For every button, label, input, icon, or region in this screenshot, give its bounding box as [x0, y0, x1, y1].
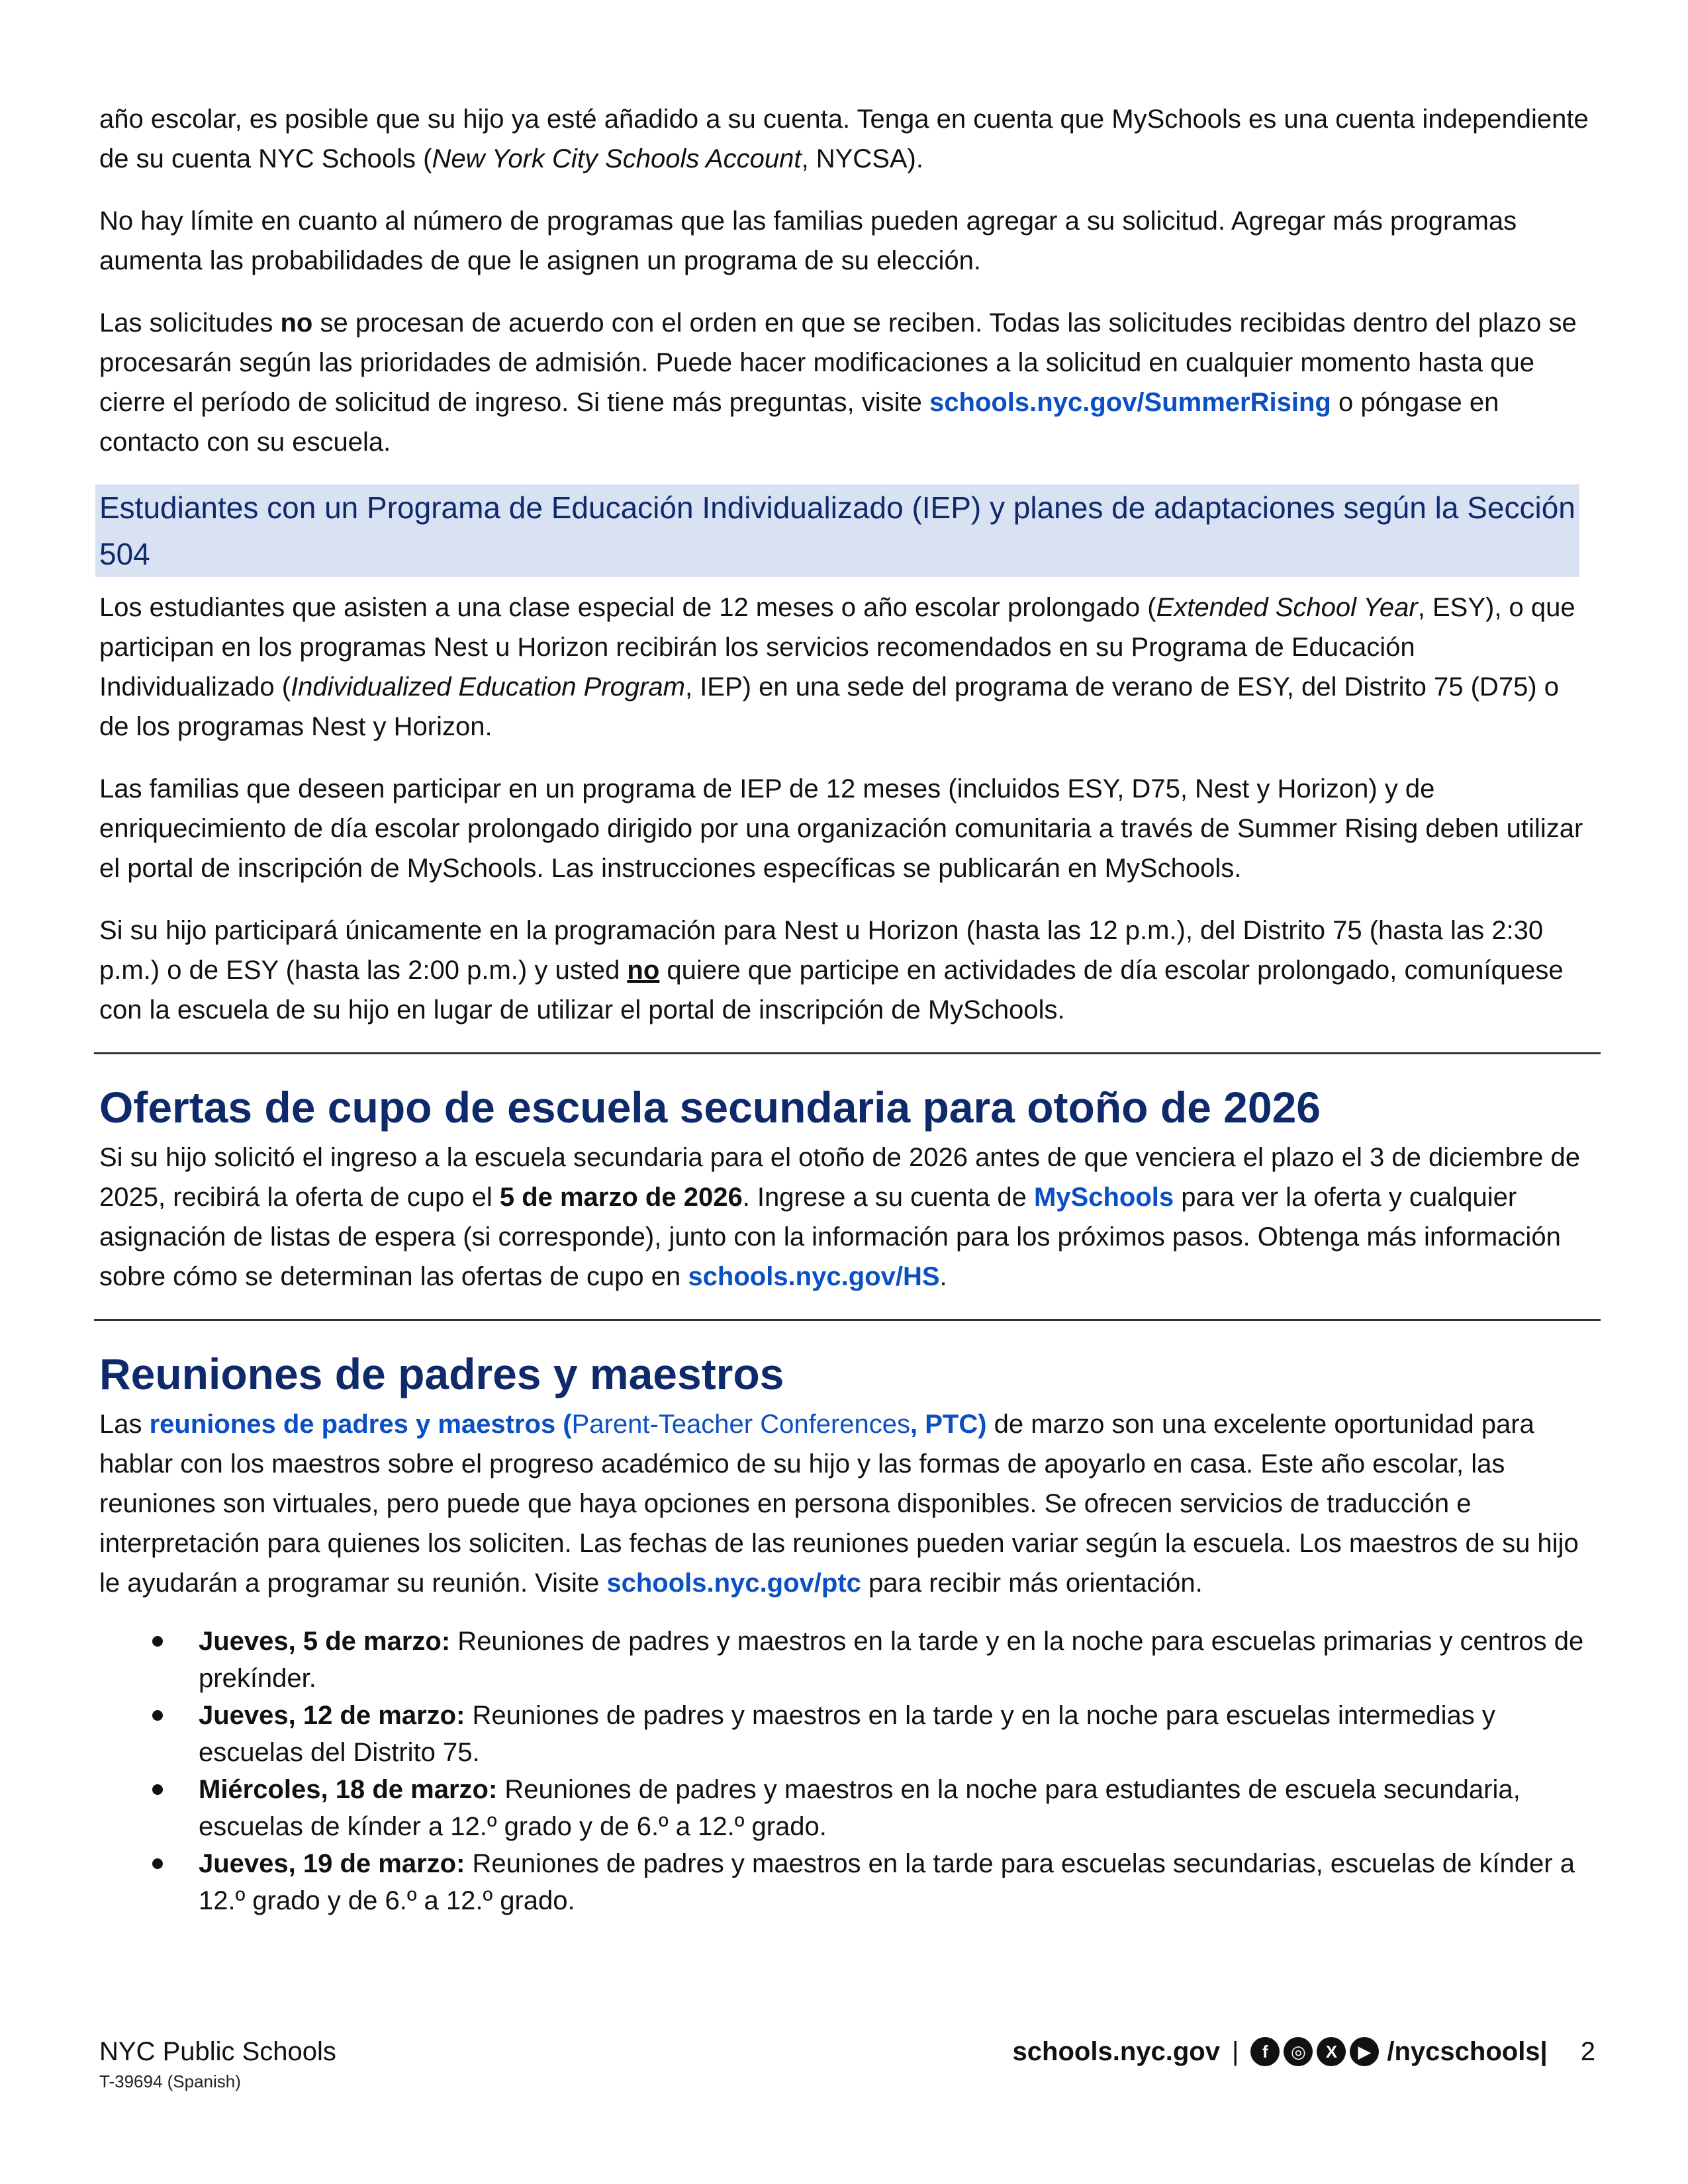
page-number: 2 [1580, 2037, 1595, 2066]
footer-site-link[interactable]: schools.nyc.gov [1012, 2037, 1220, 2066]
iep-paragraph-2: Las familias que deseen participar en un programa de IEP de 12 meses (incluidos ESY, D75, Nest y Horizon) y de enriquecimiento de día escolar prolongado dirigido por una organización comunitaria a través de Summer Rising deben utilizar el portal de inscripción de MySchools. Las instrucciones específicas se publicarán en MySchools. [99, 774, 1583, 883]
myschools-link[interactable]: MySchools [1033, 1183, 1174, 1212]
hs-offers-paragraph: Si su hijo solicitó el ingreso a la escuela secundaria para el otoño de 2026 antes de que venciera el plazo el 3 de diciembre de 2025, recibirá la oferta de cupo el 5 de marzo de 2026. Ingrese a su cuenta de MySchools para ver la oferta y cualquier asignación de listas de espera (si corresponde), junto con la información para los próximos pasos. Obtenga más información sobre cómo se determinan las ofertas de cupo en schools.nyc.gov/HS. [99, 1143, 1580, 1291]
social-handle: /nycschools| [1387, 2037, 1548, 2066]
footer-doc-code: T-39694 (Spanish) [99, 2071, 241, 2091]
ptc-paragraph: Las reuniones de padres y maestros (Parent-Teacher Conferences, PTC) de marzo son una excelente oportunidad para hablar con los maestros sobre el progreso académico de su hijo y las formas de apoyarlo en casa. Este año escolar, las reuniones son virtuales, pero puede que haya opciones en persona disponibles. Se ofrecen servicios de traducción e interpretación para quienes los soliciten. Las fechas de las reuniones pueden variar según la escuela. Los maestros de su hijo le ayudarán a programar su reunión. Visite schools.nyc.gov/ptc para recibir más orientación. [99, 1410, 1579, 1598]
bullet-icon [152, 1636, 163, 1647]
footer-left [99, 2035, 336, 2095]
instagram-icon[interactable]: ◎ [1284, 2037, 1313, 2066]
footer-right [1013, 2035, 1595, 2068]
summer-rising-link[interactable]: schools.nyc.gov/SummerRising [929, 388, 1331, 417]
iep-paragraph-3: Si su hijo participará únicamente en la programación para Nest u Horizon (hasta las 12 p.m.), del Distrito 75 (hasta las 2:30 p.m.) o de ESY (hasta las 2:00 p.m.) y usted no quiere que participe en actividades de día escolar prolongado, comuníquese con la escuela de su hijo en lugar de utilizar el portal de inscripción de MySchools. [99, 916, 1564, 1024]
ptc-heading: Reuniones de padres y maestros [99, 1349, 784, 1398]
footer-separator: | [1231, 2037, 1239, 2066]
intro-paragraph-1: año escolar, es posible que su hijo ya esté añadido a su cuenta. Tenga en cuenta que MySchools es una cuenta independiente de su cuenta NYC Schools (New York City Schools Account, NYCSA). [99, 105, 1589, 173]
bullet-icon [152, 1784, 163, 1795]
list-item: Jueves, 12 de marzo: Reuniones de padres y maestros en la tarde y en la noche para escuelas intermedias y escuelas del Distrito 75. [99, 1697, 1595, 1771]
bullet-icon [152, 1710, 163, 1721]
intro-paragraph-3: Las solicitudes no se procesan de acuerdo con el orden en que se reciben. Todas las solicitudes recibidas dentro del plazo se procesarán según las prioridades de admisión. Puede hacer modificaciones a la solicitud en cualquier momento hasta que cierre el período de solicitud de ingreso. Si tiene más preguntas, visite schools.nyc.gov/SummerRising o póngase en contacto con su escuela. [99, 308, 1577, 457]
ptc-dates-list [99, 1623, 1595, 1919]
facebook-icon[interactable]: f [1250, 2037, 1280, 2066]
section-divider-2 [94, 1319, 1601, 1321]
hs-link[interactable]: schools.nyc.gov/HS [688, 1262, 940, 1291]
iep-paragraph-1: Los estudiantes que asisten a una clase especial de 12 meses o año escolar prolongado (Extended School Year, ESY), o que participan en los programas Nest u Horizon recibirán los servicios recomendados en su Programa de Educación Individualizado (Individualized Education Program, IEP) en una sede del programa de verano de ESY, del Distrito 75 (D75) o de los programas Nest y Horizon. [99, 593, 1575, 741]
list-item: Jueves, 19 de marzo: Reuniones de padres y maestros en la tarde para escuelas secundarias, escuelas de kínder a 12.º grado y de 6.º a 12.º grado. [99, 1845, 1595, 1919]
section-divider-1 [94, 1052, 1601, 1054]
page-footer [99, 2035, 1595, 2101]
youtube-icon[interactable]: ▶ [1350, 2037, 1379, 2066]
ptc-link[interactable]: schools.nyc.gov/ptc [606, 1569, 861, 1598]
list-item: Miércoles, 18 de marzo: Reuniones de padres y maestros en la noche para estudiantes de escuela secundaria, escuelas de kínder a 12.º grado y de 6.º a 12.º grado. [99, 1771, 1595, 1845]
intro-paragraph-2: No hay límite en cuanto al número de programas que las familias pueden agregar a su solicitud. Agregar más programas aumenta las probabilidades de que le asignen un programa de su elección. [99, 206, 1517, 275]
iep-section-heading-band [95, 484, 1579, 577]
document-page [99, 99, 1595, 1919]
list-item: Jueves, 5 de marzo: Reuniones de padres y maestros en la tarde y en la noche para escuelas primarias y centros de prekínder. [99, 1623, 1595, 1697]
ptc-info-link[interactable]: reuniones de padres y maestros (Parent-Teacher Conferences, PTC) [149, 1410, 987, 1439]
bullet-icon [152, 1858, 163, 1869]
social-icons [1250, 2037, 1379, 2066]
iep-section-heading: Estudiantes con un Programa de Educación Individualizado (IEP) y planes de adaptaciones según la Sección 504 [99, 490, 1575, 571]
footer-org-name: NYC Public Schools [99, 2037, 336, 2066]
x-icon[interactable]: X [1317, 2037, 1346, 2066]
hs-offers-heading: Ofertas de cupo de escuela secundaria para otoño de 2026 [99, 1083, 1321, 1132]
